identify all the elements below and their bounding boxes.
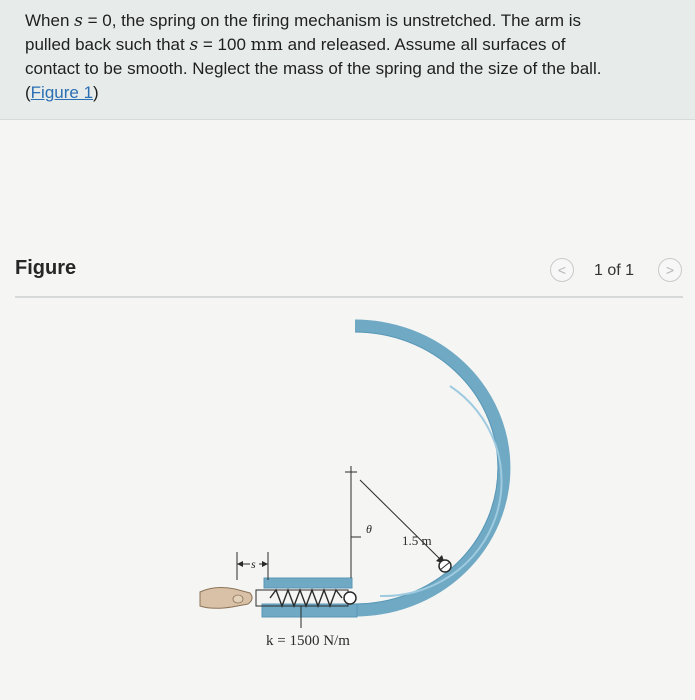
figure-header	[15, 250, 683, 298]
link-paren-open: (	[25, 83, 31, 102]
launcher-rail	[264, 578, 352, 588]
problem-text-3: pulled back such that	[25, 35, 190, 54]
link-paren-close: )	[93, 83, 99, 102]
unit-mm: mm	[250, 35, 283, 55]
firing-mechanism-diagram	[0, 300, 695, 700]
problem-text-4: = 100	[198, 35, 251, 54]
spring-constant-label: k = 1500 N/m	[266, 633, 350, 649]
chevron-right-icon[interactable]: >	[658, 258, 682, 282]
problem-statement	[0, 0, 695, 120]
thumb	[233, 595, 243, 603]
problem-text-5: and released. Assume all surfaces of	[282, 35, 566, 54]
figure-pager: 1 of 1	[594, 262, 635, 279]
problem-text-6: contact to be smooth. Neglect the mass of the spring and the size of the ball.	[25, 59, 602, 78]
problem-text-2: = 0, the spring on the firing mechanism is unstretched. The arm is	[82, 11, 581, 30]
s-arrow-right	[262, 561, 268, 567]
var-s-2: s	[189, 35, 199, 55]
radius-label: 1.5 m	[402, 533, 432, 548]
figure-title: Figure	[15, 257, 77, 279]
circular-track	[355, 326, 504, 610]
s-arrow-left	[237, 561, 243, 567]
chevron-left-icon[interactable]: <	[550, 258, 574, 282]
theta-label: θ	[366, 522, 372, 536]
problem-text	[25, 9, 681, 105]
figure-1-link[interactable]: Figure 1	[30, 83, 94, 102]
track-inner-edge	[355, 332, 498, 604]
problem-text-1: When	[25, 11, 75, 30]
hand-icon	[200, 588, 252, 609]
radius-line	[360, 480, 445, 564]
ball	[344, 592, 356, 604]
s-label: s	[251, 557, 256, 571]
var-s: s	[74, 11, 83, 31]
